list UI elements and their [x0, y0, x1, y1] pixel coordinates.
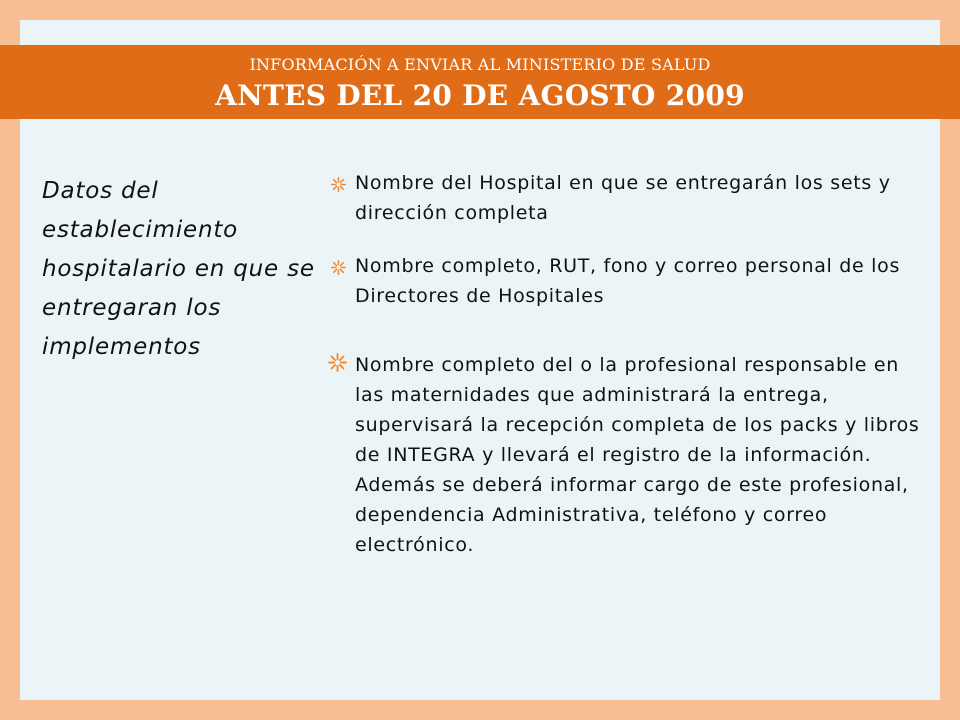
- asterisk-bullet-icon: [330, 259, 347, 276]
- bullet-list: [330, 168, 930, 583]
- bullet-item: [330, 251, 930, 311]
- bullet-text: Nombre del Hospital en que se entregarán los sets y dirección completa: [355, 172, 891, 224]
- asterisk-bullet-icon: [327, 352, 348, 373]
- bullet-text: Nombre completo, RUT, fono y correo personal de los Directores de Hospitales: [355, 255, 901, 307]
- header-banner: [0, 45, 960, 119]
- header-subtitle: INFORMACIÓN A ENVIAR AL MINISTERIO DE SALUD: [249, 55, 711, 74]
- bullet-item: [330, 168, 930, 228]
- bullet-text: Nombre completo del o la profesional responsable en las maternidades que administrará la entrega, supervisará la recepción completa de los packs y libros de INTEGRA y llevará el registro de la información. Además se deberá informar cargo de este profesional, dependencia Administrativa, teléfono y correo electrónico.: [355, 354, 920, 556]
- left-heading: Datos del establecimiento hospitalario en que se entregaran los implementos: [42, 178, 315, 360]
- header-title: ANTES DEL 20 DE AGOSTO 2009: [215, 79, 745, 112]
- asterisk-bullet-icon: [330, 176, 347, 193]
- bullet-item: [330, 334, 930, 560]
